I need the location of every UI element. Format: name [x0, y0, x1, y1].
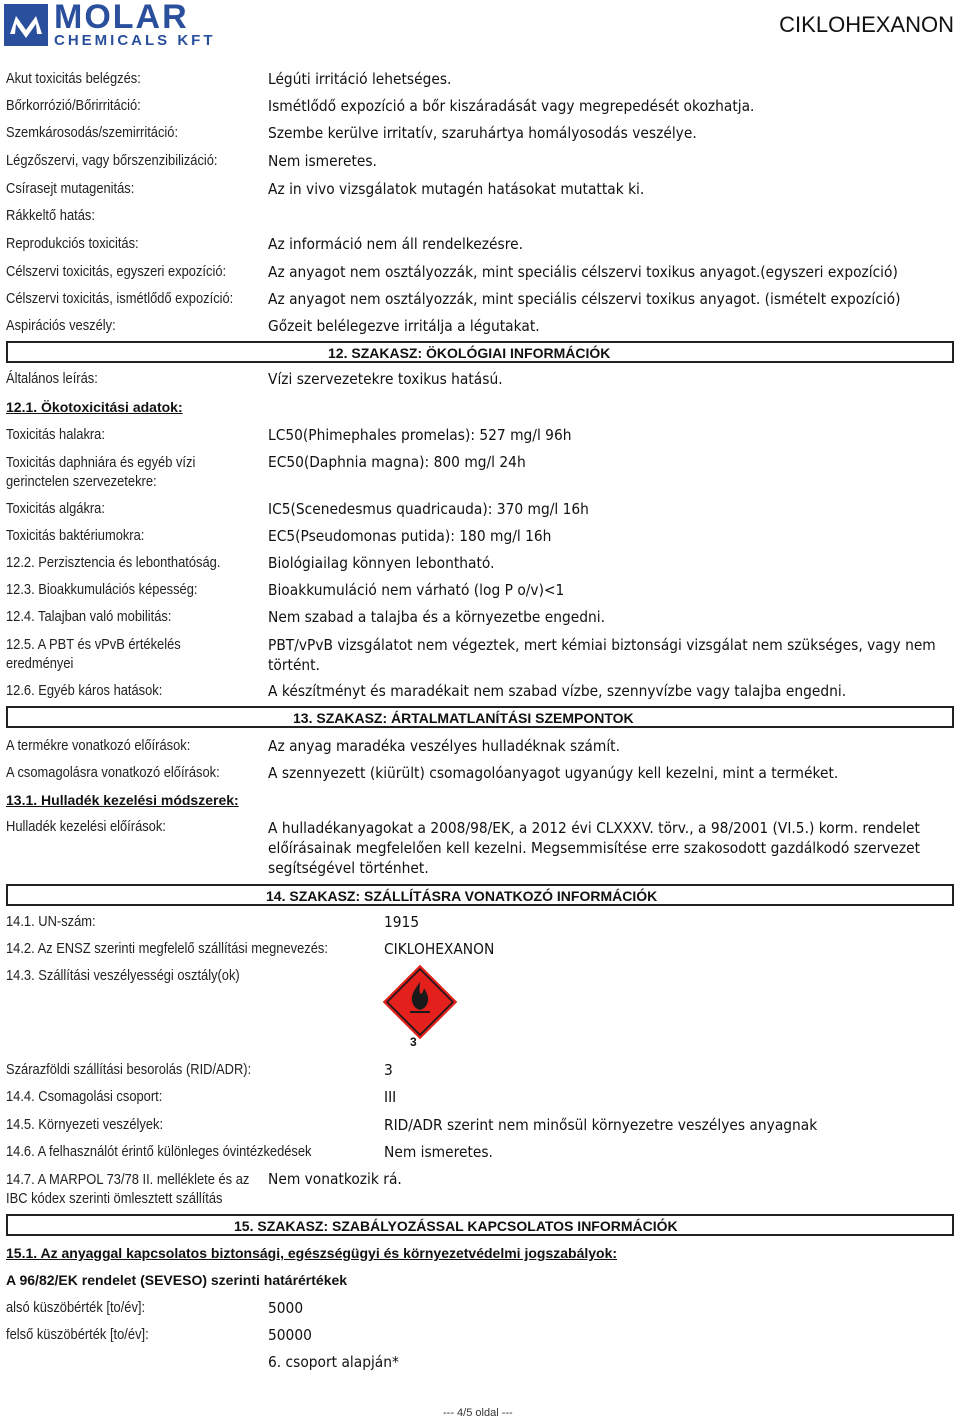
tox-label: Bőrkorrózió/Bőrirritáció: [6, 97, 141, 114]
tox-label: Célszervi toxicitás, ismétlődő expozíció: [6, 290, 234, 307]
packaging-disposal-value: A szennyezett (kiürült) csomagolóanyagot ugyanúgy kell kezelni, mint a terméket. [268, 764, 839, 782]
tox-label: Rákkeltő hatás: [6, 207, 95, 224]
regulations-subtitle: 15.1. Az anyaggal kapcsolatos biztonsági, egészségügyi és környezetvédelmi jogszabályok: [6, 1245, 618, 1261]
pictogram-class-number: 3 [410, 1035, 417, 1049]
tox-value: Gőzeit belélegezve irritálja a légutakat. [268, 317, 540, 335]
tox-value: Ismétlődő expozíció a bőr kiszáradását vagy megrepedését okozhatja. [268, 97, 755, 115]
fish-label: Toxicitás halakra: [6, 426, 105, 443]
tox-label: Csírasejt mutagenitás: [6, 180, 135, 197]
land-transport-label: Szárazföldi szállítási besorolás (RID/ADR): [6, 1061, 252, 1078]
upper-threshold-value: 50000 [268, 1326, 312, 1344]
hazard-class-label: 14.3. Szállítási veszélyességi osztály(ok) [6, 967, 240, 984]
tox-label: Akut toxicitás belégzés: [6, 70, 141, 87]
algae-value: IC5(Scenedesmus quadricauda): 370 mg/l 16h [268, 500, 589, 518]
general-label: Általános leírás: [6, 370, 98, 387]
marpol-value: Nem vonatkozik rá. [268, 1170, 402, 1188]
section-15-header [6, 1214, 954, 1236]
tox-value: Az információ nem áll rendelkezésre. [268, 235, 523, 253]
packing-group-label: 14.4. Csomagolási csoport: [6, 1088, 163, 1105]
product-disposal-value: Az anyag maradéka veszélyes hulladéknak számít. [268, 737, 620, 755]
seveso-title: A 96/82/EK rendelet (SEVESO) szerinti határértékek [6, 1272, 348, 1288]
packing-group-value: III [384, 1088, 397, 1106]
product-disposal-label: A termékre vonatkozó előírások: [6, 737, 191, 754]
tox-label: Célszervi toxicitás, egyszeri expozíció: [6, 263, 227, 280]
waste-rules-label: Hulladék kezelési előírások: [6, 818, 166, 835]
tox-label: Reprodukciós toxicitás: [6, 235, 139, 252]
lower-threshold-label: alsó küszöbérték [to/év]: [6, 1299, 146, 1316]
tox-value: Az anyagot nem osztályozzák, mint speciális célszervi toxikus anyagot. (ismételt expozíció) [268, 290, 901, 308]
land-transport-value: 3 [384, 1061, 393, 1079]
environmental-hazards-value: RID/ADR szerint nem minősül környezetre veszélyes anyagnak [384, 1116, 818, 1134]
waste-methods-subtitle: 13.1. Hulladék kezelési módszerek: [6, 792, 239, 808]
other-effects-value: A készítményt és maradékait nem szabad vízbe, szennyvízbe vagy talajba engedni. [268, 682, 847, 700]
algae-label: Toxicitás algákra: [6, 500, 105, 517]
upper-threshold-label: felső küszöbérték [to/év]: [6, 1326, 149, 1343]
bacteria-label: Toxicitás baktériumokra: [6, 527, 145, 544]
tox-value: Az anyagot nem osztályozzák, mint speciális célszervi toxikus anyagot.(egyszeri expozíció) [268, 263, 898, 281]
logo-subname: CHEMICALS KFT [54, 32, 216, 49]
persistence-label: 12.2. Perzisztencia és lebonthatóság. [6, 554, 221, 571]
section-15-title: 15. SZAKASZ: SZABÁLYOZÁSSAL KAPCSOLATOS INFORMÁCIÓK [234, 1218, 678, 1234]
section-13-title: 13. SZAKASZ: ÁRTALMATLANÍTÁSI SZEMPONTOK [293, 710, 634, 726]
tox-value: Nem ismeretes. [268, 152, 377, 170]
un-number-value: 1915 [384, 913, 420, 931]
persistence-value: Biológiailag könnyen lebontható. [268, 554, 495, 572]
pbt-value: PBT/vPvB vizsgálatot nem végeztek, mert kémiai biztonsági vizsgálat nem szükséges, vagy nem történt. [268, 636, 936, 674]
soil-mobility-label: 12.4. Talajban való mobilitás: [6, 608, 172, 625]
bacteria-value: EC5(Pseudomonas putida): 180 mg/l 16h [268, 527, 552, 545]
tox-value: Légúti irritáció lehetséges. [268, 70, 452, 88]
lower-threshold-value: 5000 [268, 1299, 304, 1317]
daphnia-value: EC50(Daphnia magna): 800 mg/l 24h [268, 453, 526, 471]
flammable-liquid-diamond-icon [380, 962, 460, 1042]
marpol-label: 14.7. A MARPOL 73/78 II. melléklete és az IBC kódex szerinti ömlesztett szállítás [6, 1171, 250, 1207]
bioaccumulation-value: Bioakkumuláció nem várható (log P o/v)<1 [268, 581, 565, 599]
page-number: --- 4/5 oldal --- [443, 1407, 513, 1419]
tox-label: Légzőszervi, vagy bőrszenzibilizáció: [6, 152, 218, 169]
tox-label: Szemkárosodás/szemirritáció: [6, 124, 179, 141]
un-number-label: 14.1. UN-szám: [6, 913, 96, 930]
logo-square-icon [4, 4, 48, 46]
section-12-title: 12. SZAKASZ: ÖKOLÓGIAI INFORMÁCIÓK [328, 345, 611, 361]
bioaccumulation-label: 12.3. Bioakkumulációs képesség: [6, 581, 198, 598]
fish-value: LC50(Phimephales promelas): 527 mg/l 96h [268, 426, 572, 444]
seveso-group-value: 6. csoport alapján* [268, 1353, 399, 1371]
user-precautions-label: 14.6. A felhasználót érintő különleges óvintézkedések [6, 1143, 312, 1160]
other-effects-label: 12.6. Egyéb káros hatások: [6, 682, 163, 699]
section-14-title: 14. SZAKASZ: SZÁLLÍTÁSRA VONATKOZÓ INFORMÁCIÓK [266, 888, 658, 904]
shipping-name-value: CIKLOHEXANON [384, 940, 495, 958]
daphnia-label: Toxicitás daphniára és egyéb vízi gerinctelen szervezetekre: [6, 454, 196, 490]
tox-label: Aspirációs veszély: [6, 317, 116, 334]
soil-mobility-value: Nem szabad a talajba és a környezetbe engedni. [268, 608, 606, 626]
general-value: Vízi szervezetekre toxikus hatású. [268, 370, 503, 388]
tox-value: Szembe kerülve irritatív, szaruhártya homályosodás veszélye. [268, 124, 697, 142]
packaging-disposal-label: A csomagolásra vonatkozó előírások: [6, 764, 220, 781]
logo-name: MOLAR [54, 0, 189, 36]
ecotox-subtitle: 12.1. Ökotoxicitási adatok: [6, 399, 183, 415]
section-13-header [6, 706, 954, 728]
product-title: CIKLOHEXANON [779, 12, 954, 37]
user-precautions-value: Nem ismeretes. [384, 1143, 493, 1161]
section-12-header [6, 341, 954, 363]
pbt-label: 12.5. A PBT és vPvB értékelés eredményei [6, 636, 181, 672]
environmental-hazards-label: 14.5. Környezeti veszélyek: [6, 1116, 164, 1133]
waste-rules-value: A hulladékanyagokat a 2008/98/EK, a 2012 évi CLXXXV. törv., a 98/2001 (VI.5.) korm. rendelet előírásainak megfelelően kell kezelni. Megsemmisítése erre szakosodott gazdálkodó szervezet segítségével történhet. [268, 819, 921, 877]
shipping-name-label: 14.2. Az ENSZ szerinti megfelelő szállítási megnevezés: [6, 940, 328, 957]
section-14-header [6, 884, 954, 906]
tox-value: Az in vivo vizsgálatok mutagén hatásokat mutattak ki. [268, 180, 645, 198]
